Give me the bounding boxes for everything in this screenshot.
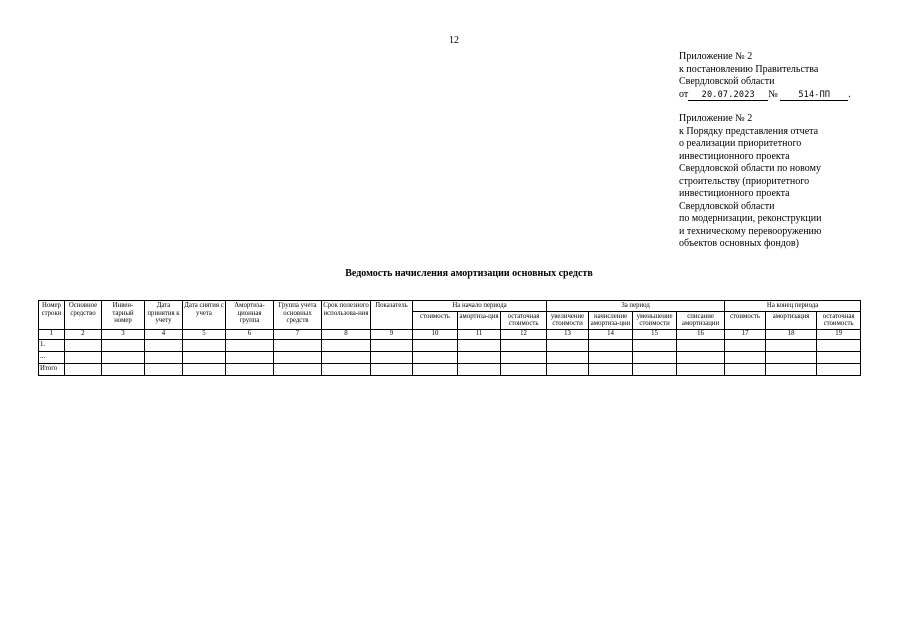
- appendix2-line: инвестиционного проекта: [679, 150, 790, 162]
- col-period-writeoff: списание амортизации: [677, 311, 725, 329]
- appendix1-line2: к постановлению Правительства: [679, 63, 819, 75]
- row-label: ...: [39, 351, 65, 363]
- col-period-decrease: уменьшение стоимости: [633, 311, 677, 329]
- appendix2-line: инвестиционного проекта: [679, 188, 790, 199]
- column-number: 17: [725, 329, 766, 339]
- appendix1-line3: Свердловской области: [679, 76, 775, 87]
- table-row-total: [39, 363, 861, 375]
- column-number: 14: [589, 329, 633, 339]
- col-asset: Основное средство: [65, 301, 102, 330]
- column-number: 2: [65, 329, 102, 339]
- appendix2-line: объектов основных фондов): [679, 238, 799, 249]
- col-group-period-end: На конец периода: [725, 301, 861, 312]
- column-number: 10: [413, 329, 458, 339]
- col-group-period-start: На начало периода: [413, 301, 547, 312]
- column-number: 18: [766, 329, 817, 339]
- column-number: 5: [183, 329, 226, 339]
- appendix1-date-line: от 20.07.2023 № 514-ПП .: [679, 88, 851, 100]
- table-row: [39, 339, 861, 351]
- col-amortization-group: Амортиза-ционная группа: [226, 301, 274, 330]
- row-label: 1.: [39, 339, 65, 351]
- appendix-block: [679, 51, 894, 251]
- column-number: 8: [322, 329, 371, 339]
- row-label: Итого: [39, 363, 65, 375]
- appendix2-line: Свердловской области: [679, 200, 775, 212]
- depreciation-table: [38, 300, 861, 376]
- appendix2-line: Свердловской области по новому: [679, 163, 821, 174]
- col-end-amortization: амортизация: [766, 311, 817, 329]
- col-inventory-number: Инвен-тарный номер: [102, 301, 145, 330]
- col-asset-group: Группа учета основных средств: [274, 301, 322, 330]
- appendix2-line: о реализации приоритетного: [679, 138, 802, 149]
- number-label: №: [768, 88, 778, 100]
- column-number: 3: [102, 329, 145, 339]
- column-number: 19: [817, 329, 861, 339]
- col-row-number: Номер строки: [39, 301, 65, 330]
- column-numbers-row: [39, 329, 861, 339]
- column-number: 4: [145, 329, 183, 339]
- col-useful-life: Срок полезного использова-ния: [322, 301, 371, 330]
- column-number: 6: [226, 329, 274, 339]
- column-number: 11: [458, 329, 501, 339]
- appendix2-line: Приложение № 2: [679, 113, 753, 124]
- column-number: 7: [274, 329, 322, 339]
- col-date-removed: Дата снятия с учета: [183, 301, 226, 330]
- resolution-date: 20.07.2023: [688, 90, 768, 101]
- table-row: [39, 351, 861, 363]
- appendix2-line: по модернизации, реконструкции: [679, 213, 822, 224]
- col-start-amortization: амортиза-ция: [458, 311, 501, 329]
- header-row-1: [39, 301, 861, 312]
- col-period-accrual: начисление амортиза-ции: [589, 311, 633, 329]
- document-title: Ведомость начисления амортизации основных средств: [345, 268, 593, 279]
- col-group-period: За период: [547, 301, 725, 312]
- col-start-cost: стоимость: [413, 311, 458, 329]
- column-number: 16: [677, 329, 725, 339]
- page-number: 12: [449, 35, 459, 46]
- column-number: 12: [501, 329, 547, 339]
- column-number: 13: [547, 329, 589, 339]
- col-period-increase: увеличение стоимости: [547, 311, 589, 329]
- appendix1-line1: Приложение № 2: [679, 51, 753, 62]
- appendix2-line: и техническому перевооружению: [679, 225, 822, 237]
- col-start-residual: остаточная стоимость: [501, 311, 547, 329]
- col-end-cost: стоимость: [725, 311, 766, 329]
- appendix2-line: к Порядку представления отчета: [679, 125, 819, 137]
- resolution-number: 514-ПП: [780, 90, 848, 101]
- from-label: от: [679, 88, 689, 100]
- appendix2-line: строительству (приоритетного: [679, 175, 810, 187]
- column-number: 1: [39, 329, 65, 339]
- col-end-residual: остаточная стоимость: [817, 311, 861, 329]
- column-number: 9: [371, 329, 413, 339]
- column-number: 15: [633, 329, 677, 339]
- col-date-accepted: Дата принятия к учету: [145, 301, 183, 330]
- col-indicator: Показатель: [371, 301, 413, 330]
